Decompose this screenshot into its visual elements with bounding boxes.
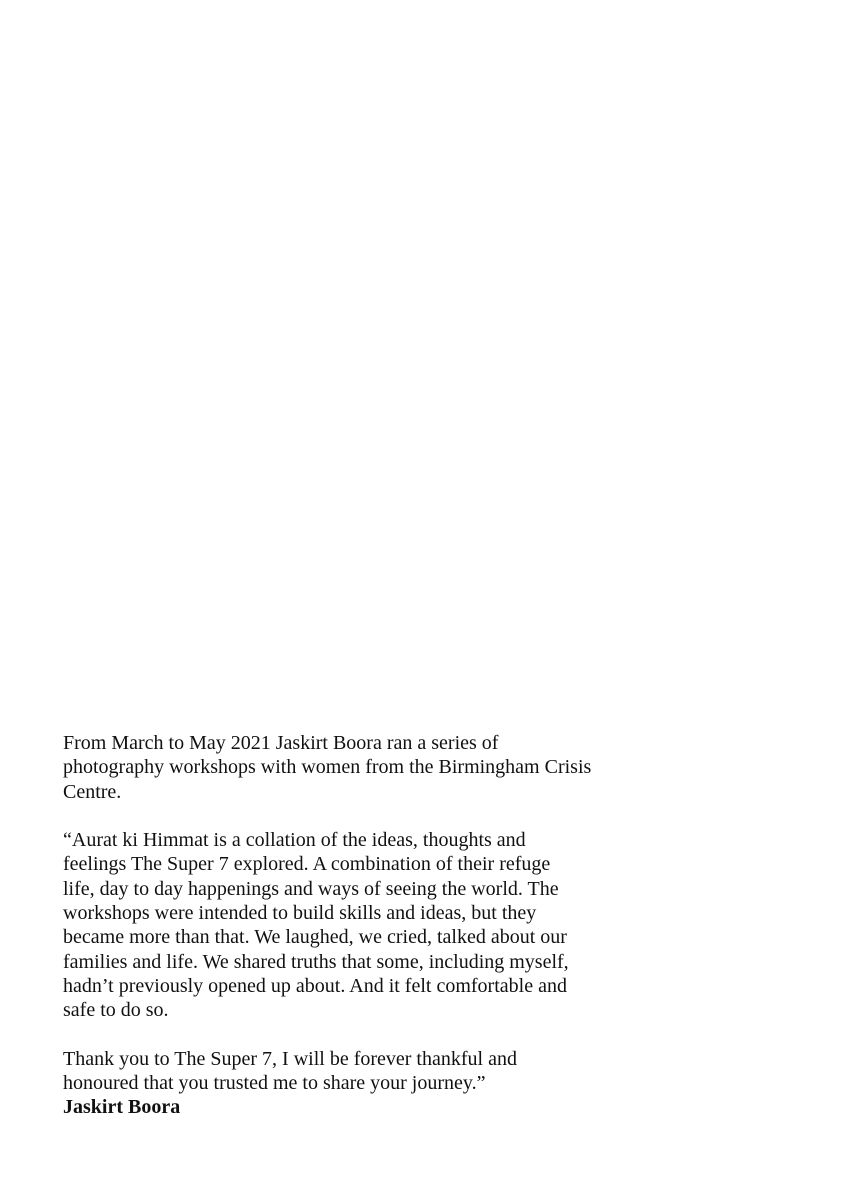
quote-line: families and life. We shared truths that some, including myself, [63,950,569,973]
intro-line: Centre. [63,780,122,803]
quote-line: became more than that. We laughed, we cried, talked about our [63,926,567,949]
thanks-line: honoured that you trusted me to share your journey.” [63,1072,486,1095]
quote-line: feelings The Super 7 explored. A combination of their refuge [63,853,551,876]
intro-line: photography workshops with women from the Birmingham Crisis [63,756,592,779]
quote-line: life, day to day happenings and ways of seeing the world. The [63,877,559,900]
paragraph-spacer [63,1023,623,1047]
quote-line: “Aurat ki Himmat is a collation of the ideas, thoughts and [63,829,526,852]
author-signature: Jaskirt Boora [63,1096,181,1119]
intro-paragraph [63,731,623,804]
paragraph-spacer [63,804,623,828]
intro-line: From March to May 2021 Jaskirt Boora ran a series of [63,732,499,754]
quote-line: workshops were intended to build skills and ideas, but they [63,902,537,925]
quote-line: safe to do so. [63,999,169,1022]
quote-line: hadn’t previously opened up about. And it felt comfortable and [63,974,567,997]
quote-paragraph [63,828,623,1022]
thanks-paragraph [63,1047,623,1120]
body-text [63,731,623,1120]
thanks-line: Thank you to The Super 7, I will be forever thankful and [63,1047,517,1070]
